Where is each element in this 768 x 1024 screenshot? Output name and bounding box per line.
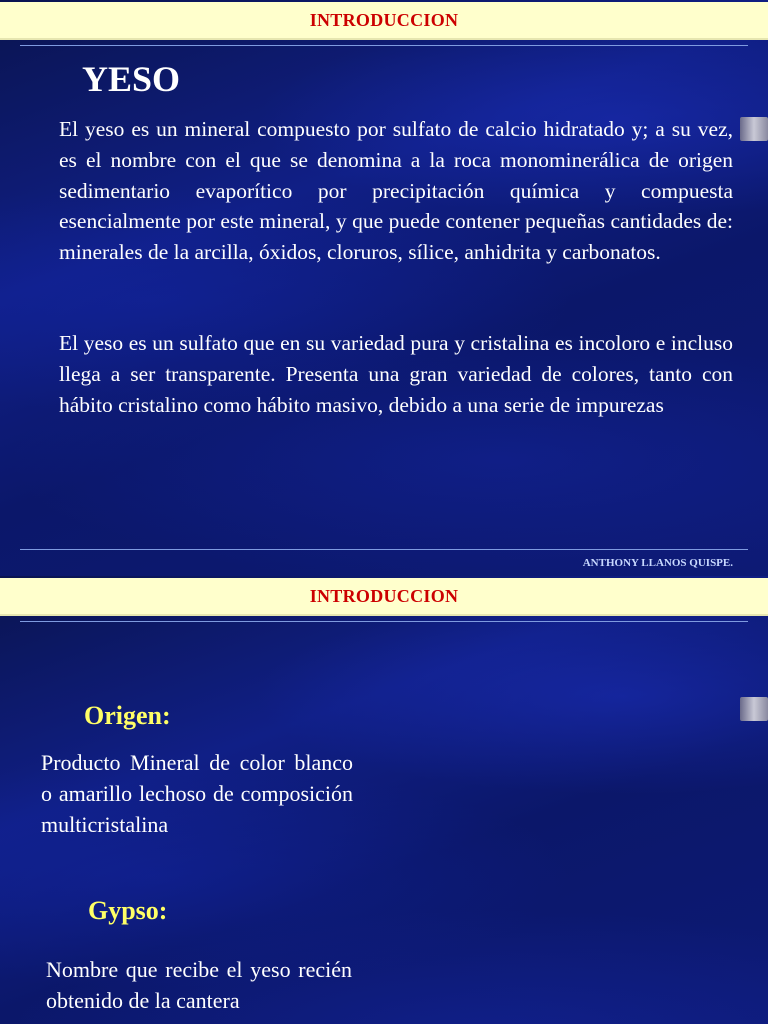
- slide-header-bar: [0, 578, 768, 616]
- gypso-text: Nombre que recibe el yeso recién obtenido de la cantera: [46, 957, 352, 1013]
- slide-2: [0, 576, 768, 1024]
- slide-header-bar: [0, 2, 768, 40]
- origen-heading: Origen:: [84, 701, 171, 730]
- origen-text: Producto Mineral de color blanco o amarillo lechoso de composición multicristalina: [41, 750, 353, 837]
- side-tab-decoration: [740, 117, 768, 141]
- gypso-heading: Gypso:: [88, 896, 168, 925]
- body-paragraph-2: El yeso es un sulfato que en su variedad pura y cristalina es incoloro e incluso llega a ser transparente. Presenta una gran variedad de colores, tanto con hábito cristalino como hábito masivo, debido a una serie de impurezas: [59, 331, 733, 417]
- slide-header-title: INTRODUCCION: [309, 585, 459, 606]
- slide-header-title: INTRODUCCION: [309, 9, 459, 30]
- body-paragraph-1: El yeso es un mineral compuesto por sulfato de calcio hidratado y; a su vez, es el nombre con el que se denomina a la roca monominerálica de origen sedimentario evaporítico por precipitación química y compuesta esencialmente por este mineral, y que puede contener pequeñas cantidades de: minerales de la arcilla, óxidos, cloruros, sílice, anhidrita y carbonatos.: [59, 117, 733, 265]
- author-footer: ANTHONY LLANOS QUISPE.: [582, 557, 733, 569]
- slide-title: YESO: [82, 59, 181, 99]
- side-tab-decoration: [740, 697, 768, 721]
- top-divider: [20, 45, 748, 46]
- bottom-divider: [20, 549, 748, 550]
- top-divider: [20, 621, 748, 622]
